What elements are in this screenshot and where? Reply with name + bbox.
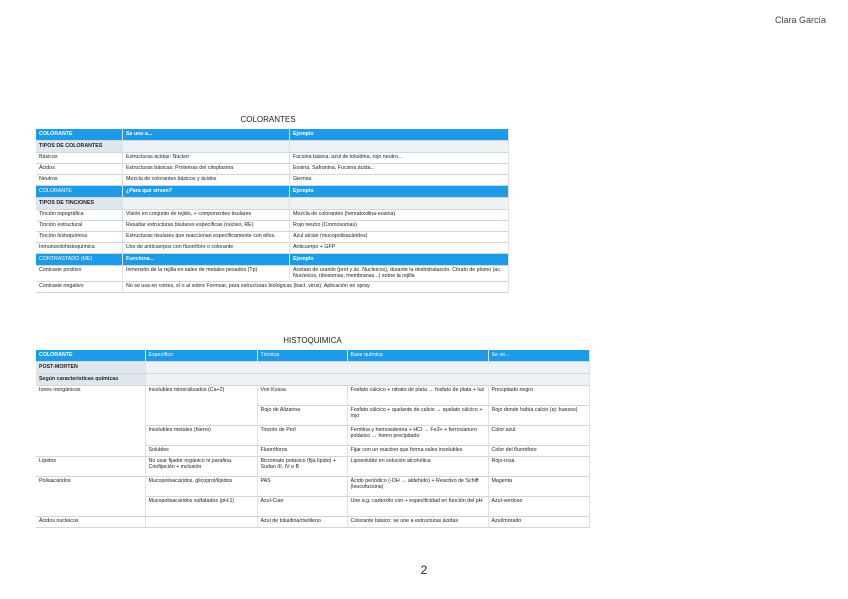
table-row xyxy=(36,266,509,282)
table-cell xyxy=(145,517,257,528)
histoquimica-title: HISTOQUIMICA xyxy=(283,336,342,345)
table-cell: Anticuerpo + GFP xyxy=(290,243,509,254)
table-cell: Azul/morado xyxy=(488,517,589,528)
table-cell: Liposoluble en solución alcohólica xyxy=(347,457,488,477)
table-cell: Tinción de Perl xyxy=(257,426,347,446)
table-cell: Ácido periódico (-OH → aldehído) + Reactivo de Schiff (leucofucsina) xyxy=(347,477,488,497)
table-cell: Resaltar estructuras tisulares específicas (núcleo, RE) xyxy=(123,221,290,232)
section-row xyxy=(36,374,589,386)
table-cell: Color del fluoróforo xyxy=(488,446,589,457)
header-cell: Técnica xyxy=(257,350,347,362)
header-cell: Base química xyxy=(347,350,488,362)
table-cell: Lípidos xyxy=(36,457,145,477)
table-cell: Contraste negativo xyxy=(36,281,123,292)
table-cell: Azul de toluidina/metileno xyxy=(257,517,347,528)
section-row xyxy=(36,141,509,153)
table-row xyxy=(36,477,589,497)
table-cell: Acetato de uranilo (prot y ác. Nucleicos), durante la deshidratación. Citrato de plomo (ac. Nucleicos, ribosomas, membranas...) sobre la rejilla xyxy=(290,266,509,282)
table-cell: Tinción topográfica xyxy=(36,210,123,221)
table-cell: Color azul xyxy=(488,426,589,446)
table-cell: Fosfato cálcico + nitrato de plata → fosfato de plata + luz xyxy=(347,386,488,406)
table-cell: Tinción histoquímica xyxy=(36,232,123,243)
table-cell: Azul alcian (mucopolisacáridos) xyxy=(290,232,509,243)
table-cell: Mezcla de colorantes (hematoxilina-eosina) xyxy=(290,210,509,221)
table-cell: Neutros xyxy=(36,175,123,186)
header-cell: Ejemplo xyxy=(290,186,509,198)
table-row xyxy=(36,243,509,254)
section-label: TIPOS DE COLORANTES xyxy=(36,141,123,153)
section-label: TIPOS DE TINCIONES xyxy=(36,198,123,210)
table-cell: Fosfato cálcico + quelante de calcio → quelato cálcico + rojo xyxy=(347,406,488,426)
table-cell: Giemsa xyxy=(290,175,509,186)
table-row xyxy=(36,232,509,243)
colorantes-table xyxy=(36,129,509,293)
table-cell: Polisacáridos xyxy=(36,477,145,517)
table-header xyxy=(36,186,509,198)
table-cell: Tinción estructural xyxy=(36,221,123,232)
header-cell: COLORANTE xyxy=(36,129,123,141)
table-row xyxy=(36,517,589,528)
table-cell: Mucopolisacáridos sulfatados (pH:1) xyxy=(145,497,257,517)
table-cell: Iones inorgánicos xyxy=(36,386,145,457)
table-cell: Azul-verdoso xyxy=(488,497,589,517)
table-row xyxy=(36,281,509,292)
table-row xyxy=(36,221,509,232)
table-row xyxy=(36,164,509,175)
table-header xyxy=(36,254,509,266)
table-cell: Fluoróforos xyxy=(257,446,347,457)
table-cell: Contraste positivo xyxy=(36,266,123,282)
table-cell: Estructuras tisulares que reaccionan específicamente con ellos. xyxy=(123,232,290,243)
header-cell: Funciona... xyxy=(123,254,290,266)
table-cell: No usar fijador orgánico ni parafina. Criofijación + inclusión xyxy=(145,457,257,477)
table-cell: Bicromato potásico (fija lípido) + Sudan III, IV o B xyxy=(257,457,347,477)
table-cell: Magenta xyxy=(488,477,589,497)
header-cell: Específico xyxy=(145,350,257,362)
table-cell: Mucopolisacáridos, glicoprot/lípidos xyxy=(145,477,257,497)
table-row xyxy=(36,386,589,406)
table-cell: Inmersión de la rejilla en sales de metales pesados (Tp) xyxy=(123,266,290,282)
header-cell: COLORANTE xyxy=(36,350,145,362)
table-header xyxy=(36,350,589,362)
table-cell: Rojo-rosa xyxy=(488,457,589,477)
table-cell: Fucsina básica, azul de toluidina, rojo neutro... xyxy=(290,153,509,164)
histoquimica-table xyxy=(36,350,590,528)
colorantes-title: COLORANTES xyxy=(240,115,296,124)
header-cell: Se une a... xyxy=(123,129,290,141)
table-cell: Insolubles metales (hierro) xyxy=(145,426,257,446)
table-cell: Ferritina y hemosiderina + HCl → Fe3+ + ferrocianuro potásico → hierro precipitado xyxy=(347,426,488,446)
table-cell: Rojo neutro (Cromosomas) xyxy=(290,221,509,232)
table-cell: Básicos xyxy=(36,153,123,164)
table-row xyxy=(36,175,509,186)
table-cell: Mezcla de colorantes básicos y ácidos xyxy=(123,175,290,186)
table-cell: Ácidos xyxy=(36,164,123,175)
subsection-label: Según características químicas xyxy=(36,374,145,386)
table-cell: No se usa en cortes, sí o al sobre Formvar, para estructuras biológicas (bact. virus). Aplicación en spray xyxy=(123,281,509,292)
table-cell: Insolubles mineralizados (Ca+2) xyxy=(145,386,257,426)
table-cell: Ácidos nucleicos xyxy=(36,517,145,528)
table-header xyxy=(36,129,509,141)
table-cell: Fijar con un reactivo que forma sales insolubles xyxy=(347,446,488,457)
table-cell: Von Kossa xyxy=(257,386,347,406)
table-cell: Rojo de Alizarina xyxy=(257,406,347,426)
section-label: POST-MORTEN xyxy=(36,362,145,374)
table-cell: Estructuras ácidas: Núcleo xyxy=(123,153,290,164)
table-cell: Colorante básico: se une a estructuras ácidas xyxy=(347,517,488,528)
table-row xyxy=(36,153,509,164)
header-cell: COLORANTE xyxy=(36,186,123,198)
author-name: Clara García xyxy=(774,15,826,25)
table-cell: Estructuras básicas: Proteínas del citoplasma xyxy=(123,164,290,175)
header-cell: CONTRASTADO (ME) xyxy=(36,254,123,266)
section-row xyxy=(36,198,509,210)
table-cell: Visión en conjunto de tejido, + componentes tisulares xyxy=(123,210,290,221)
header-cell: ¿Para qué sirven? xyxy=(123,186,290,198)
table-cell: Rojo donde había calcio (ej: huesos) xyxy=(488,406,589,426)
table-row xyxy=(36,210,509,221)
table-cell: Eosina, Safranina, Fucsina ácida... xyxy=(290,164,509,175)
table-cell: Une a.g. carboxilo con + especificidad en función del pH xyxy=(347,497,488,517)
header-cell: Ejemplo xyxy=(290,129,509,141)
table-row xyxy=(36,457,589,477)
table-cell: Precipitado negro xyxy=(488,386,589,406)
table-cell: Solubles xyxy=(145,446,257,457)
table-cell: Uso de anticuerpos con fluoróforo o colorante xyxy=(123,243,290,254)
section-row xyxy=(36,362,589,374)
table-cell: Azul-Cian xyxy=(257,497,347,517)
table-cell: Inmunocitohistoquímica xyxy=(36,243,123,254)
table-cell: PAS xyxy=(257,477,347,497)
page-number: 2 xyxy=(420,563,428,577)
header-cell: Se ve... xyxy=(488,350,589,362)
header-cell: Ejemplo xyxy=(290,254,509,266)
